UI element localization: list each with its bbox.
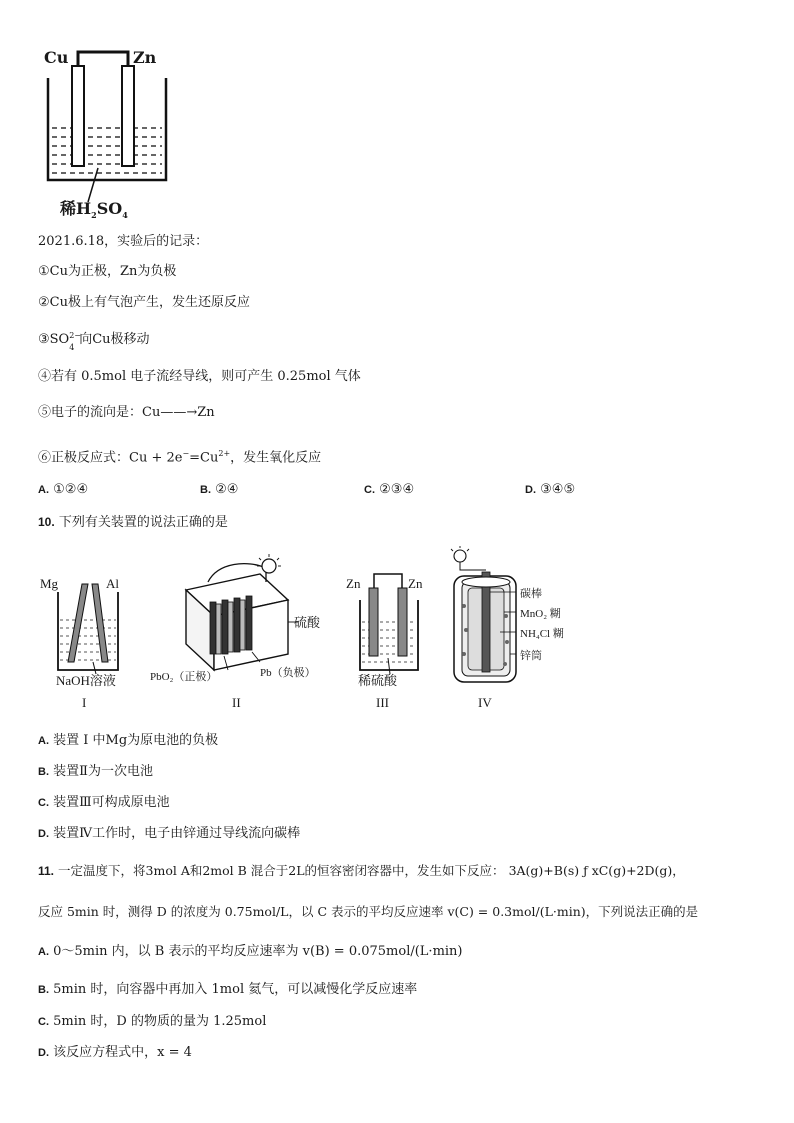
- cu-label: Cu: [44, 48, 69, 67]
- q10-option-a[interactable]: A. 装置 I 中Mg为原电池的负极: [38, 733, 219, 748]
- fig2-acid-label: 硫酸: [294, 615, 321, 630]
- fig4-rod-label: 碳棒: [520, 588, 542, 600]
- fig4-roman: IV: [478, 695, 492, 710]
- zn-label: Zn: [133, 48, 157, 67]
- fig3-roman: III: [376, 695, 389, 710]
- fig1-solution-label: NaOH溶液: [56, 673, 116, 688]
- fig3-solution-label: 稀硫酸: [358, 673, 398, 688]
- fig3-zn-left-label: Zn: [346, 576, 361, 591]
- q11-option-b[interactable]: B. 5min 时，向容器中再加入 1mol 氦气，可以减慢化学反应速率: [38, 982, 418, 997]
- cu-zn-cell-figure: [36, 40, 176, 225]
- q10-option-d[interactable]: D. 装置Ⅳ工作时，电子由锌通过导线流向碳棒: [38, 826, 301, 841]
- fig4-mno2-label: MnO₂ 糊: [520, 608, 561, 620]
- figure-4-diagram: [444, 546, 594, 696]
- q9-option-b[interactable]: B. ②④: [200, 482, 239, 497]
- fig3-zn-right-label: Zn: [408, 576, 423, 591]
- q10-option-b[interactable]: B. 装置Ⅱ为一次电池: [38, 764, 153, 779]
- q10-stem: 10. 下列有关装置的说法正确的是: [38, 515, 228, 530]
- fig1-roman: I: [82, 695, 87, 710]
- fig1-mg-label: Mg: [40, 576, 59, 591]
- figure-4-dry-cell: [444, 546, 594, 722]
- record-item-6: ⑥正极反应式：$Cu + 2e^-=Cu^{2+}$，发生氧化反应: [38, 449, 322, 466]
- figure-3-zn-zn-cell: [344, 570, 444, 720]
- record-item-3: ③SO 2− 4 向Cu极移动: [38, 330, 150, 352]
- q11-option-d[interactable]: D. 该反应方程式中，x = 4: [38, 1045, 192, 1060]
- q9-option-d[interactable]: D. ③④⑤: [525, 482, 576, 497]
- fig2-pb-label: Pb（负极）: [260, 667, 316, 679]
- q11-option-a[interactable]: A. 0～5min 内，以 B 表示的平均反应速率为 v(B) = 0.075mol/(L·min): [38, 944, 463, 959]
- q11-stem-line-2: 反应 5min 时，测得 D 的浓度为 0.75mol/L，以 C 表示的平均反应速率 v(C) = 0.3mol/(L·min)，下列说法正确的是: [38, 904, 699, 919]
- figure-2-lead-acid-battery: [148, 552, 338, 722]
- figure-1-mg-al-cell: [38, 570, 138, 720]
- record-item-2: ②Cu极上有气泡产生，发生还原反应: [38, 295, 250, 310]
- fig2-pbo2-label: PbO₂（正极）: [150, 671, 218, 683]
- record-date-line: 2021.6.18，实验后的记录：: [38, 234, 209, 249]
- q9-option-c[interactable]: C. ②③④: [364, 482, 415, 497]
- record-item-5: ⑤电子的流向是：Cu——→Zn: [38, 405, 215, 420]
- q11-option-c[interactable]: C. 5min 时，D 的物质的量为 1.25mol: [38, 1014, 267, 1029]
- q11-stem-line-1: 11. 一定温度下，将3mol A和2mol B 混合于2L的恒容密闭容器中，发生如下反应： 3A(g)+B(s) ƒ xC(g)+2D(g)，: [38, 863, 685, 878]
- dilute-sulfuric-acid-label: 稀$H_2SO_4$: [60, 199, 128, 221]
- fig2-roman: II: [232, 695, 241, 710]
- fig4-nh4cl-label: NH₄Cl 糊: [520, 628, 564, 640]
- q10-option-c[interactable]: C. 装置Ⅲ可构成原电池: [38, 795, 170, 810]
- q9-option-a[interactable]: A. ①②④: [38, 482, 89, 497]
- fig4-zinc-label: 锌筒: [520, 650, 542, 662]
- record-item-4: ④若有 0.5mol 电子流经导线，则可产生 0.25mol 气体: [38, 369, 361, 384]
- record-item-1: ①Cu为正极，Zn为负极: [38, 264, 177, 279]
- fig1-al-label: Al: [106, 576, 119, 591]
